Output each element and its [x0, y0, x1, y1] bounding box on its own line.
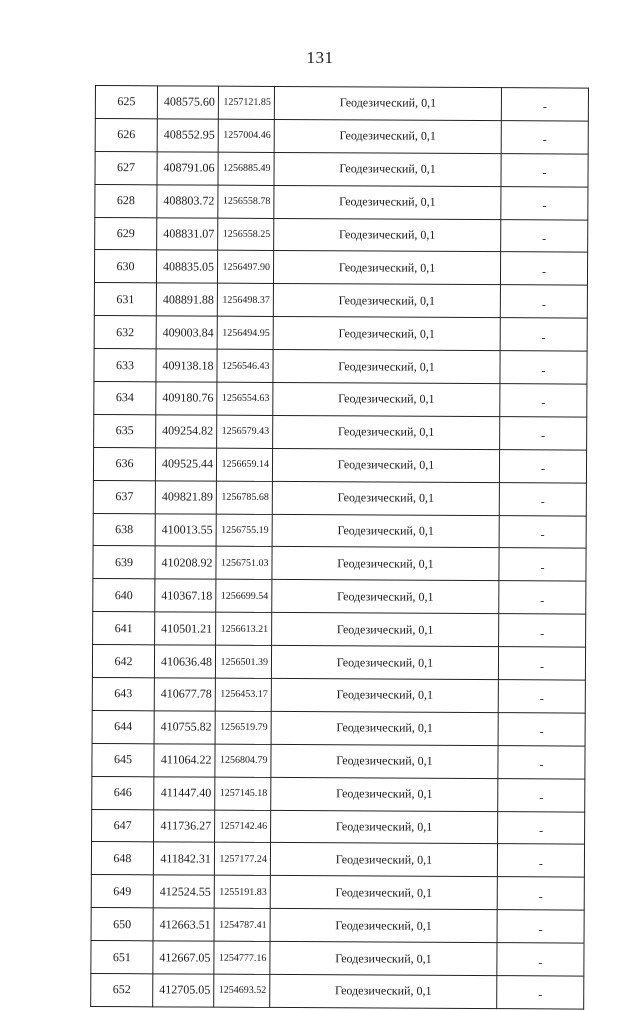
- table-row: [92, 776, 585, 811]
- point-number-cell: 648: [91, 842, 153, 875]
- note-cell: -: [497, 910, 584, 943]
- note-cell: -: [497, 844, 584, 877]
- table-row: [93, 480, 586, 515]
- method-accuracy-cell: Геодезический, 0,1: [274, 218, 501, 252]
- x-coordinate-cell: 412667.05: [153, 941, 214, 974]
- y-coordinate-cell: 1254777.16: [214, 941, 270, 974]
- table-row: [92, 678, 585, 713]
- x-coordinate-cell: 408575.60: [157, 86, 218, 119]
- x-coordinate-cell: 408803.72: [157, 184, 218, 217]
- x-coordinate-cell: 408891.88: [156, 283, 217, 316]
- point-number-cell: 640: [93, 579, 155, 612]
- point-number-cell: 646: [92, 776, 154, 809]
- method-accuracy-cell: Геодезический, 0,1: [271, 646, 498, 680]
- point-number-cell: 635: [94, 414, 156, 447]
- y-coordinate-cell: 1256885.49: [218, 152, 274, 185]
- method-accuracy-cell: Геодезический, 0,1: [271, 744, 498, 778]
- note-cell: -: [501, 153, 588, 186]
- point-number-cell: 650: [91, 908, 153, 941]
- table-row: [93, 612, 586, 647]
- x-coordinate-cell: 410755.82: [154, 711, 215, 744]
- table-row: [93, 579, 586, 614]
- x-coordinate-cell: 412663.51: [153, 908, 214, 941]
- y-coordinate-cell: 1256579.43: [217, 415, 273, 448]
- y-coordinate-cell: 1256497.90: [217, 251, 273, 284]
- point-number-cell: 631: [94, 283, 156, 316]
- method-accuracy-cell: Геодезический, 0,1: [272, 448, 499, 482]
- note-cell: -: [498, 778, 585, 811]
- y-coordinate-cell: 1256453.17: [215, 678, 271, 711]
- method-accuracy-cell: Геодезический, 0,1: [270, 876, 497, 910]
- note-cell: -: [499, 449, 586, 482]
- table-row: [95, 118, 588, 153]
- note-cell: -: [501, 121, 588, 154]
- method-accuracy-cell: Геодезический, 0,1: [273, 350, 500, 384]
- point-number-cell: 639: [93, 546, 155, 579]
- method-accuracy-cell: Геодезический, 0,1: [270, 909, 497, 943]
- y-coordinate-cell: 1254787.41: [214, 908, 270, 941]
- method-accuracy-cell: Геодезический, 0,1: [273, 415, 500, 449]
- note-cell: -: [498, 811, 585, 844]
- note-cell: -: [500, 417, 587, 450]
- note-cell: -: [500, 285, 587, 318]
- table-row: [93, 513, 586, 548]
- table-row: [94, 414, 587, 449]
- x-coordinate-cell: 409180.76: [156, 382, 217, 415]
- method-accuracy-cell: Геодезический, 0,1: [271, 777, 498, 811]
- y-coordinate-cell: 1257121.85: [218, 86, 274, 119]
- y-coordinate-cell: 1256558.25: [218, 218, 274, 251]
- table-row: [93, 447, 586, 482]
- x-coordinate-cell: 408835.05: [156, 250, 217, 283]
- table-row: [95, 217, 588, 252]
- table-row: [92, 809, 585, 844]
- x-coordinate-cell: 410013.55: [155, 513, 216, 546]
- point-number-cell: 638: [93, 513, 155, 546]
- x-coordinate-cell: 409525.44: [155, 448, 216, 481]
- method-accuracy-cell: Геодезический, 0,1: [270, 974, 497, 1008]
- x-coordinate-cell: 409003.84: [156, 316, 217, 349]
- point-number-cell: 641: [93, 612, 155, 645]
- x-coordinate-cell: 409254.82: [156, 415, 217, 448]
- table-row: [91, 941, 584, 976]
- x-coordinate-cell: 411736.27: [154, 809, 215, 842]
- table-row: [91, 875, 584, 910]
- point-number-cell: 627: [95, 151, 157, 184]
- method-accuracy-cell: Геодезический, 0,1: [272, 580, 499, 614]
- method-accuracy-cell: Геодезический, 0,1: [274, 86, 501, 120]
- note-cell: -: [498, 647, 585, 680]
- point-number-cell: 637: [93, 480, 155, 513]
- method-accuracy-cell: Геодезический, 0,1: [271, 711, 498, 745]
- y-coordinate-cell: 1256554.63: [217, 382, 273, 415]
- method-accuracy-cell: Геодезический, 0,1: [274, 152, 501, 186]
- note-cell: -: [500, 252, 587, 285]
- point-number-cell: 645: [92, 743, 154, 776]
- note-cell: -: [500, 351, 587, 384]
- point-number-cell: 629: [95, 217, 157, 250]
- table-row: [91, 908, 584, 943]
- y-coordinate-cell: 1256558.78: [218, 185, 274, 218]
- method-accuracy-cell: Геодезический, 0,1: [272, 547, 499, 581]
- note-cell: -: [498, 713, 585, 746]
- x-coordinate-cell: 410677.78: [154, 678, 215, 711]
- table-row: [94, 316, 587, 351]
- table-row: [95, 151, 588, 186]
- x-coordinate-cell: 410501.21: [155, 612, 216, 645]
- x-coordinate-cell: 408791.06: [157, 152, 218, 185]
- point-number-cell: 652: [91, 974, 153, 1007]
- y-coordinate-cell: 1256659.14: [216, 448, 272, 481]
- x-coordinate-cell: 408552.95: [157, 119, 218, 152]
- x-coordinate-cell: 410636.48: [154, 645, 215, 678]
- method-accuracy-cell: Геодезический, 0,1: [270, 942, 497, 976]
- y-coordinate-cell: 1256519.79: [215, 711, 271, 744]
- method-accuracy-cell: Геодезический, 0,1: [274, 185, 501, 219]
- table-row: [91, 974, 584, 1009]
- y-coordinate-cell: 1256804.79: [215, 744, 271, 777]
- y-coordinate-cell: 1257004.46: [218, 119, 274, 152]
- note-cell: -: [500, 384, 587, 417]
- note-cell: -: [499, 482, 586, 515]
- y-coordinate-cell: 1256498.37: [217, 283, 273, 316]
- table-row: [93, 546, 586, 581]
- table-row: [92, 710, 585, 745]
- table-row: [92, 645, 585, 680]
- note-cell: -: [497, 877, 584, 910]
- method-accuracy-cell: Геодезический, 0,1: [272, 481, 499, 515]
- y-coordinate-cell: 1257142.46: [215, 810, 271, 843]
- y-coordinate-cell: 1256546.43: [217, 349, 273, 382]
- x-coordinate-cell: 408831.07: [157, 217, 218, 250]
- y-coordinate-cell: 1256755.19: [216, 514, 272, 547]
- method-accuracy-cell: Геодезический, 0,1: [272, 613, 499, 647]
- note-cell: -: [499, 581, 586, 614]
- point-number-cell: 636: [93, 447, 155, 480]
- x-coordinate-cell: 410208.92: [155, 546, 216, 579]
- note-cell: -: [498, 680, 585, 713]
- page-number: 131: [306, 48, 334, 67]
- method-accuracy-cell: Геодезический, 0,1: [273, 251, 500, 285]
- x-coordinate-cell: 410367.18: [155, 579, 216, 612]
- table-row: [94, 283, 587, 318]
- note-cell: -: [501, 219, 588, 252]
- y-coordinate-cell: 1256501.39: [215, 645, 271, 678]
- note-cell: -: [499, 548, 586, 581]
- point-number-cell: 647: [92, 809, 154, 842]
- y-coordinate-cell: 1257145.18: [215, 777, 271, 810]
- table-row: [94, 382, 587, 417]
- x-coordinate-cell: 411447.40: [154, 777, 215, 810]
- point-number-cell: 634: [94, 382, 156, 415]
- note-cell: -: [501, 186, 588, 219]
- x-coordinate-cell: 411842.31: [153, 842, 214, 875]
- x-coordinate-cell: 412705.05: [153, 974, 214, 1007]
- point-number-cell: 633: [94, 349, 156, 382]
- note-cell: -: [501, 88, 588, 121]
- method-accuracy-cell: Геодезический, 0,1: [271, 678, 498, 712]
- method-accuracy-cell: Геодезический, 0,1: [271, 810, 498, 844]
- point-number-cell: 625: [95, 86, 157, 119]
- method-accuracy-cell: Геодезический, 0,1: [270, 843, 497, 877]
- x-coordinate-cell: 411064.22: [154, 744, 215, 777]
- point-number-cell: 626: [95, 118, 157, 151]
- method-accuracy-cell: Геодезический, 0,1: [274, 119, 501, 153]
- y-coordinate-cell: 1255191.83: [214, 876, 270, 909]
- point-number-cell: 643: [92, 678, 154, 711]
- table-row: [94, 349, 587, 384]
- point-number-cell: 632: [94, 316, 156, 349]
- point-number-cell: 644: [92, 710, 154, 743]
- note-cell: -: [499, 614, 586, 647]
- x-coordinate-cell: 412524.55: [153, 875, 214, 908]
- note-cell: -: [497, 976, 584, 1009]
- y-coordinate-cell: 1256494.95: [217, 316, 273, 349]
- y-coordinate-cell: 1254693.52: [214, 974, 270, 1007]
- table-row: [94, 250, 587, 285]
- y-coordinate-cell: 1256699.54: [216, 579, 272, 612]
- y-coordinate-cell: 1256751.03: [216, 547, 272, 580]
- method-accuracy-cell: Геодезический, 0,1: [273, 382, 500, 416]
- note-cell: -: [500, 318, 587, 351]
- coordinates-table-body: [91, 86, 589, 1010]
- method-accuracy-cell: Геодезический, 0,1: [273, 317, 500, 351]
- point-number-cell: 628: [95, 184, 157, 217]
- point-number-cell: 649: [91, 875, 153, 908]
- note-cell: -: [499, 515, 586, 548]
- y-coordinate-cell: 1256785.68: [216, 481, 272, 514]
- note-cell: -: [497, 943, 584, 976]
- point-number-cell: 651: [91, 941, 153, 974]
- note-cell: -: [498, 745, 585, 778]
- x-coordinate-cell: 409138.18: [156, 349, 217, 382]
- method-accuracy-cell: Геодезический, 0,1: [273, 284, 500, 318]
- table-row: [91, 842, 584, 877]
- coordinates-table: [90, 85, 589, 1010]
- table-row: [92, 743, 585, 778]
- table-row: [95, 86, 588, 121]
- y-coordinate-cell: 1257177.24: [214, 843, 270, 876]
- x-coordinate-cell: 409821.89: [155, 481, 216, 514]
- table-row: [95, 184, 588, 219]
- y-coordinate-cell: 1256613.21: [216, 612, 272, 645]
- point-number-cell: 642: [92, 645, 154, 678]
- point-number-cell: 630: [94, 250, 156, 283]
- method-accuracy-cell: Геодезический, 0,1: [272, 514, 499, 548]
